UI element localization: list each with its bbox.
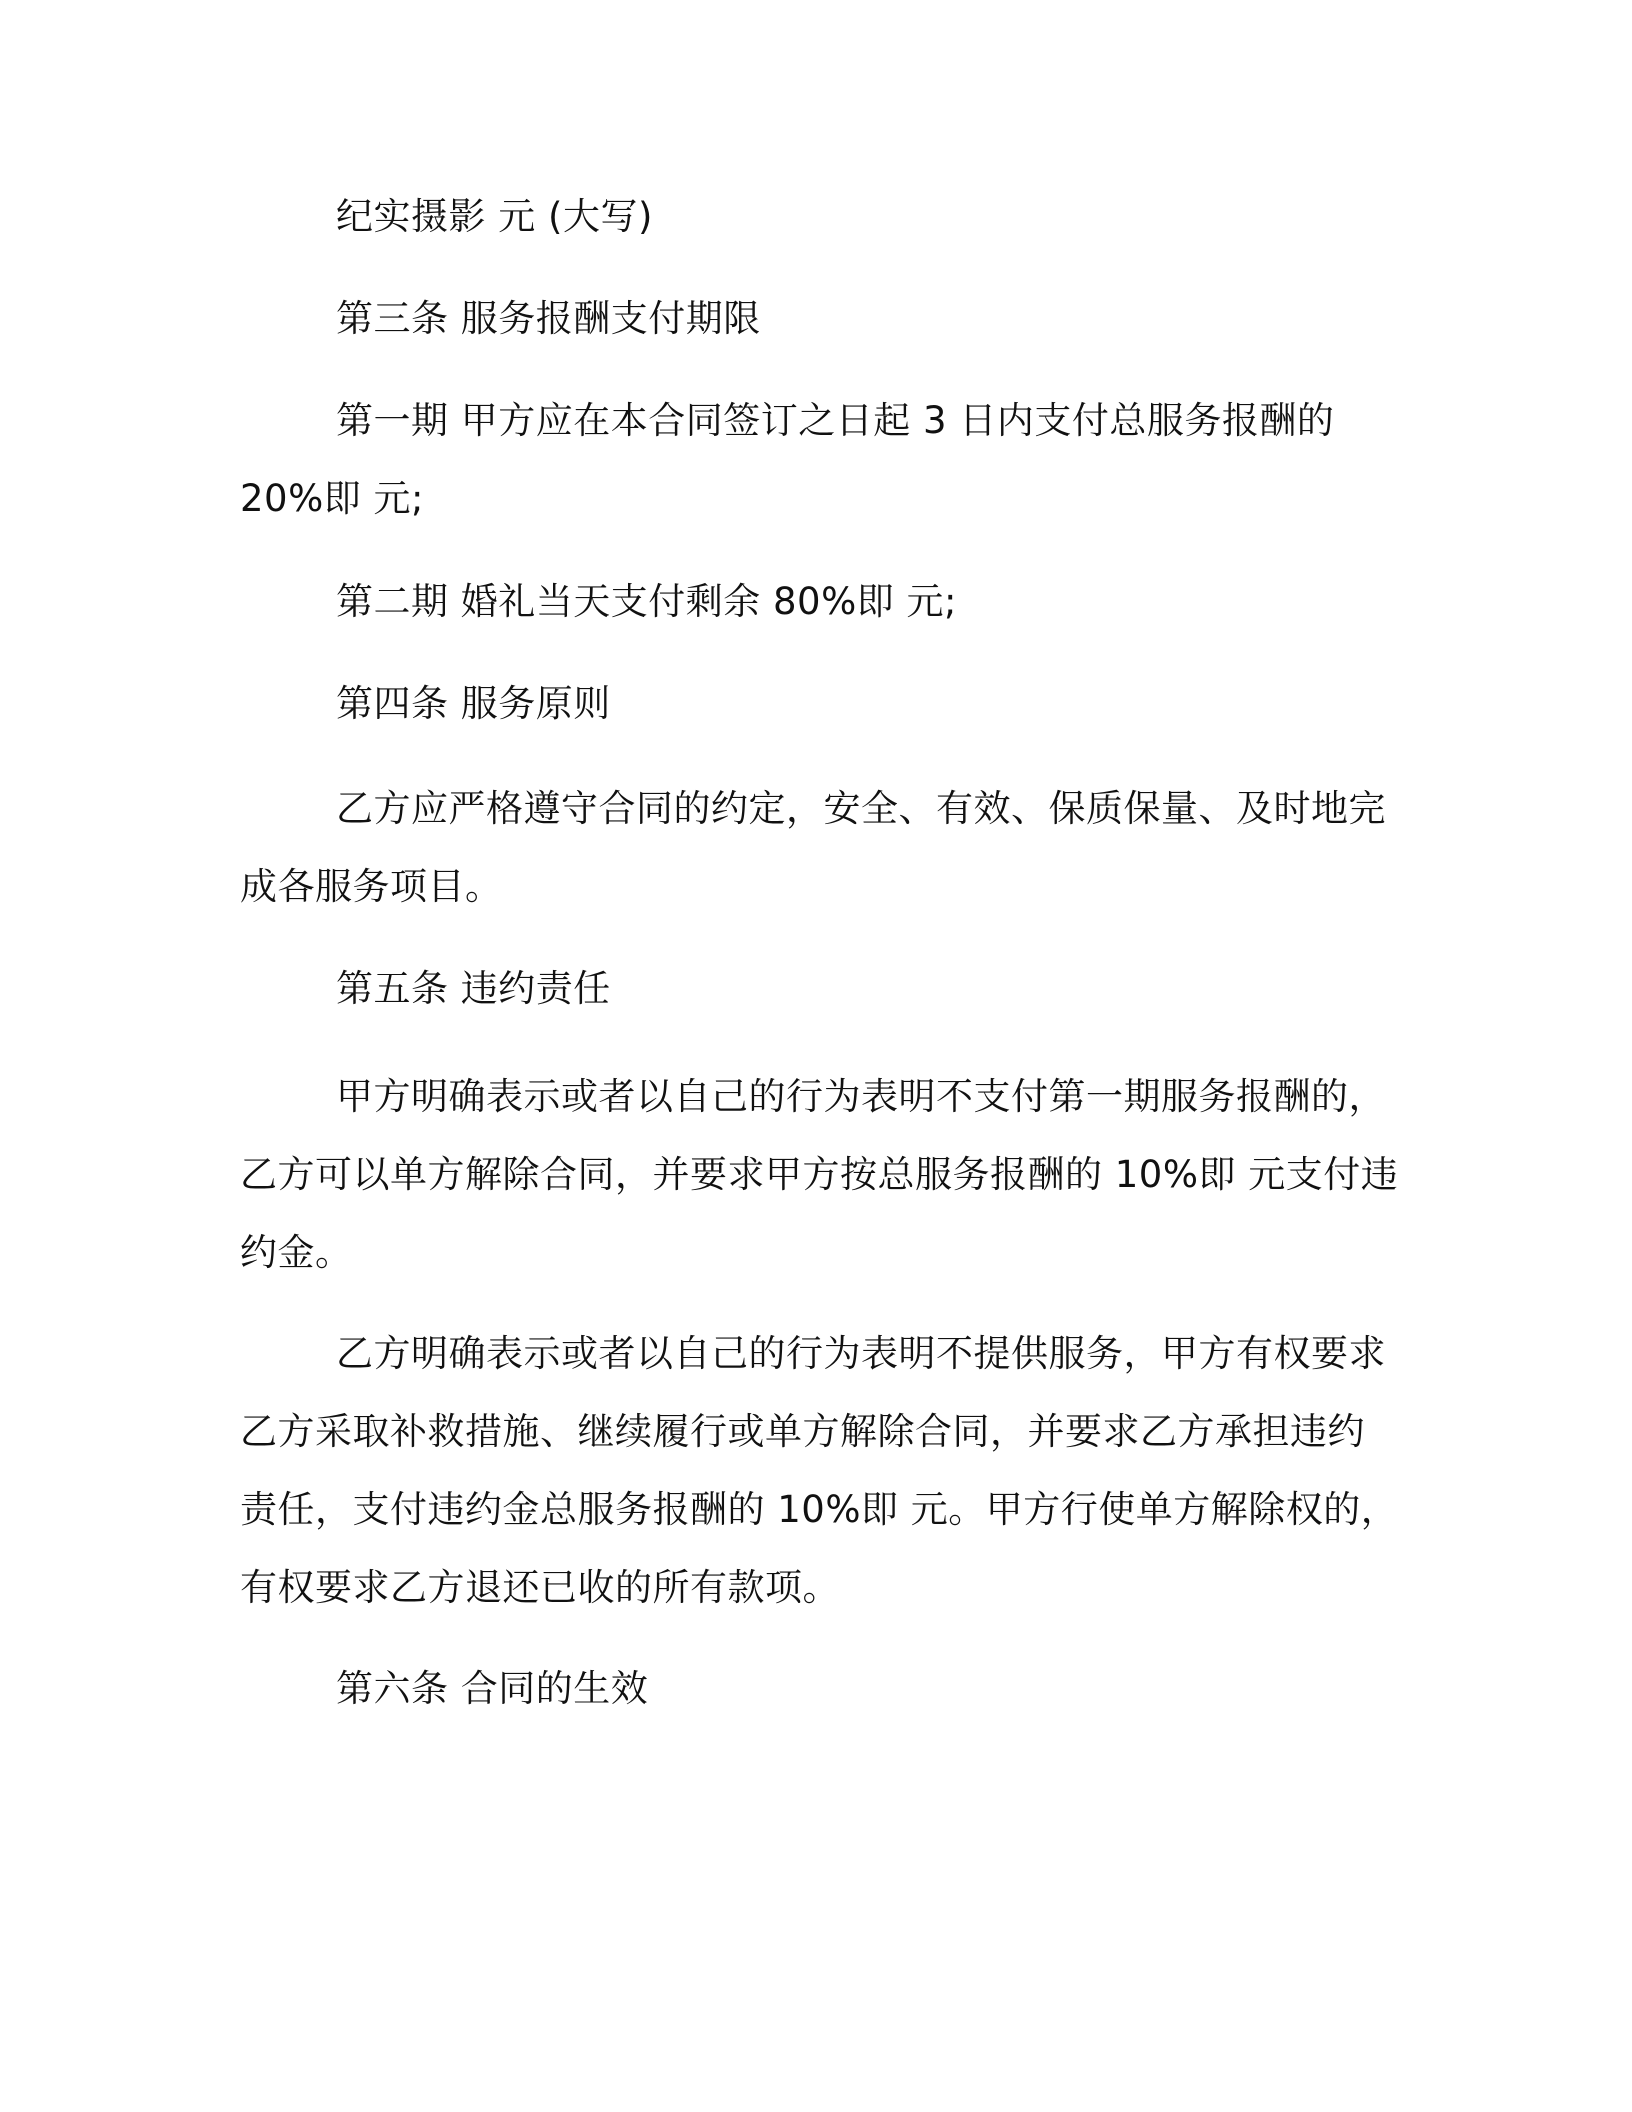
text-line: 第五条 违约责任 <box>336 967 611 1010</box>
text-line: 纪实摄影 元 (大写) <box>336 195 653 238</box>
text-line: 第二期 婚礼当天支付剩余 80%即 元; <box>336 580 957 623</box>
text-line: 第四条 服务原则 <box>336 682 611 725</box>
text-line: 乙方采取补救措施、继续履行或单方解除合同，并要求乙方承担违约 <box>240 1410 1365 1453</box>
heading-article-6 <box>240 1650 1380 1728</box>
text-line: 有权要求乙方退还已收的所有款项。 <box>240 1566 840 1609</box>
text-line: 20%即 元; <box>240 477 424 520</box>
text-line: 约金。 <box>240 1231 353 1274</box>
text-line: 乙方应严格遵守合同的约定，安全、有效、保质保量、及时地完 <box>336 787 1386 830</box>
text-line: 第六条 合同的生效 <box>336 1667 649 1710</box>
text-line: 乙方可以单方解除合同，并要求甲方按总服务报酬的 10%即 元支付违 <box>240 1153 1399 1196</box>
text-line: 成各服务项目。 <box>240 865 503 908</box>
paragraph-second-installment <box>240 563 1380 641</box>
paragraph-party-b-breach <box>240 1315 1399 1627</box>
text-line: 第三条 服务报酬支付期限 <box>336 297 761 340</box>
text-line: 乙方明确表示或者以自己的行为表明不提供服务，甲方有权要求 <box>336 1332 1386 1375</box>
heading-article-3 <box>240 280 1380 358</box>
paragraph-documentary-photography <box>240 178 1380 256</box>
paragraph-first-installment <box>240 382 1380 538</box>
heading-article-5 <box>240 950 1380 1028</box>
text-line: 甲方明确表示或者以自己的行为表明不支付第一期服务报酬的， <box>336 1075 1386 1118</box>
paragraph-service-principle <box>240 770 1386 926</box>
text-line: 责任，支付违约金总服务报酬的 10%即 元。甲方行使单方解除权的， <box>240 1488 1399 1531</box>
paragraph-party-a-breach <box>240 1058 1399 1292</box>
heading-article-4 <box>240 665 1380 743</box>
text-line: 第一期 甲方应在本合同签订之日起 3 日内支付总服务报酬的 <box>336 399 1335 442</box>
